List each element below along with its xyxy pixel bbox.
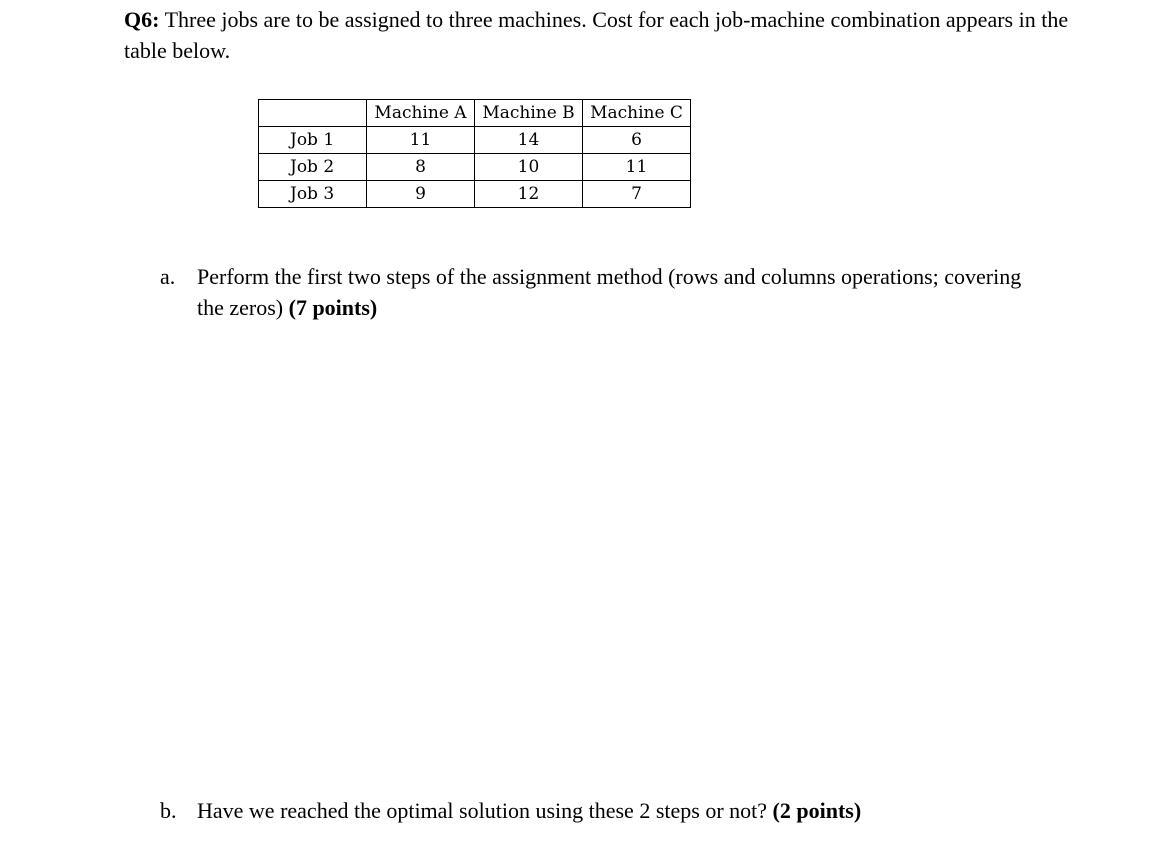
part-b-label: b.	[160, 798, 177, 823]
cost-cell: 10	[475, 154, 583, 181]
cost-table	[258, 99, 691, 208]
question-text	[124, 4, 1084, 66]
part-a-points: (7 points)	[288, 295, 378, 320]
column-header: Machine B	[475, 100, 583, 127]
row-header: Job 3	[259, 181, 367, 208]
column-header: Machine C	[583, 100, 691, 127]
question-label: Q6:	[124, 7, 160, 32]
part-a-text	[197, 261, 1037, 323]
cost-cell: 7	[583, 181, 691, 208]
table-row	[259, 127, 691, 154]
table-row	[259, 154, 691, 181]
row-header: Job 1	[259, 127, 367, 154]
cost-cell: 6	[583, 127, 691, 154]
part-a	[160, 261, 1040, 331]
table-header-row	[259, 100, 691, 127]
part-b	[160, 795, 1040, 830]
column-header: Machine A	[367, 100, 475, 127]
question-body: Three jobs are to be assigned to three machines. Cost for each job-machine combination appears in the table below.	[124, 7, 1069, 63]
table-corner-cell	[259, 100, 367, 127]
part-b-body: Have we reached the optimal solution using these 2 steps or not?	[197, 798, 768, 823]
cost-cell: 12	[475, 181, 583, 208]
cost-cell: 9	[367, 181, 475, 208]
part-b-text	[197, 795, 1037, 826]
cost-cell: 14	[475, 127, 583, 154]
table-row	[259, 181, 691, 208]
part-a-body: Perform the first two steps of the assignment method (rows and columns operations; covering the zeros)	[197, 264, 1022, 320]
part-a-label: a.	[160, 264, 176, 289]
cost-cell: 8	[367, 154, 475, 181]
part-b-points: (2 points)	[772, 798, 862, 823]
row-header: Job 2	[259, 154, 367, 181]
cost-cell: 11	[367, 127, 475, 154]
cost-cell: 11	[583, 154, 691, 181]
